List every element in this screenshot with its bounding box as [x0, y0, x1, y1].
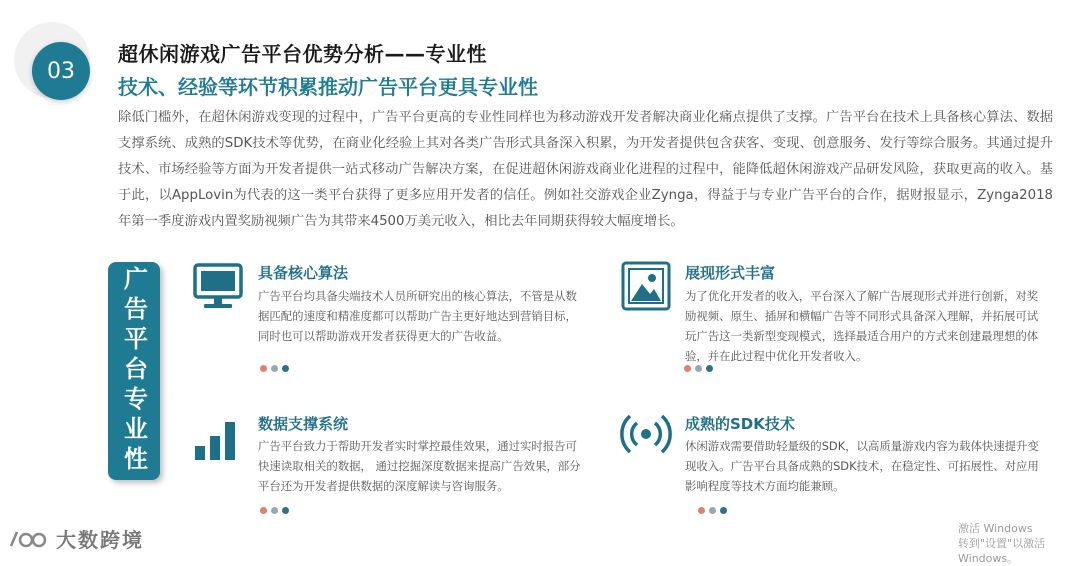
feature-body: 休闲游戏需要借助轻量级的SDK，以高质量游戏内容为载体快速提升变现收入。广告平台具备成熟的SDK技术，在稳定性、可拓展性、对应用影响程度等技术方面均能兼顾。 — [685, 439, 1039, 493]
dots-decoration — [698, 507, 727, 514]
signal-broadcast-icon — [620, 408, 672, 460]
watermark-line1: 激活 Windows — [958, 522, 1033, 535]
dot — [698, 507, 705, 514]
dot — [706, 365, 713, 372]
side-label-bar — [108, 262, 160, 480]
brand-name: 大数跨境 — [56, 528, 144, 552]
section-badge — [14, 22, 94, 102]
bar-chart-icon — [192, 412, 244, 464]
feature-body: 广告平台致力于帮助开发者实时掌控最佳效果，通过实时报告可快速读取相关的数据， 通过挖掘深度数据来提高广告效果，部分平台还为开发者提供数据的深度解读与咨询服务。 — [258, 439, 581, 493]
dot — [271, 507, 278, 514]
feature-body: 为了优化开发者的收入，平台深入了解广告展现形式并进行创新，对奖励视频、原生、插屏和横幅广告等不同形式具备深入理解，并拓展可试玩广告这一类新型变现模式，选择最适合用户的方式来创建最理想的体验，并在此过程中优化开发者收入。 — [685, 289, 1039, 363]
feature-body: 广告平台均具备尖端技术人员所研究出的核心算法，不管是从数据匹配的速度和精准度都可以帮助广告主更好地达到营销目标，同时也可以帮助游戏开发者获得更大的广告收益。 — [258, 289, 577, 343]
dot — [282, 365, 289, 372]
side-label: 广告平台专业性 — [119, 266, 148, 476]
watermark-line2: 转到"设置"以激活 Windows。 — [958, 537, 1046, 565]
dots-decoration — [260, 507, 289, 514]
dot — [282, 507, 289, 514]
dot — [271, 365, 278, 372]
dot — [260, 507, 267, 514]
dots-decoration — [260, 365, 289, 372]
feature-title: 展现形式丰富 — [685, 264, 776, 282]
dot — [709, 507, 716, 514]
brand-mark-icon — [8, 528, 48, 550]
image-frame-icon — [620, 260, 672, 312]
feature-title: 具备核心算法 — [258, 264, 349, 282]
dot — [684, 365, 691, 372]
dots-decoration — [684, 365, 713, 372]
page-title: 超休闲游戏广告平台优势分析——专业性 — [118, 42, 487, 66]
feature-title: 成熟的SDK技术 — [685, 415, 795, 433]
brand-logo — [8, 524, 144, 553]
dot — [720, 507, 727, 514]
activation-watermark — [958, 521, 1080, 566]
dot — [695, 365, 702, 372]
feature-title: 数据支撑系统 — [258, 415, 349, 433]
page-subtitle: 技术、经验等环节积累推动广告平台更具专业性 — [118, 75, 538, 99]
intro-paragraph: 除低门槛外，在超休闲游戏变现的过程中，广告平台更高的专业性同样也为移动游戏开发者解决商业化痛点提供了支撑。广告平台在技术上具备核心算法、数据支撑系统、成熟的SDK技术等优势，在商业化经验上其对各类广告形式具备深入积累，为开发者提供包含获客、变现、创意服务、发行等综合服务。其通过提升技术、市场经验等方面为开发者提供一站式移动广告解决方案，在促进超休闲游戏商业化进程的过程中，能降低超休闲游戏产品研发风险，获取更高的收入。基于此，以AppLovin为代表的这一类平台获得了更多应用开发者的信任。例如社交游戏企业Zynga，得益于与专业广告平台的合作，据财报显示，Zynga2018年第一季度游戏内置奖励视频广告为其带来4500万美元收入，相比去年同期获得较大幅度增长。 — [118, 110, 1053, 229]
monitor-icon — [192, 260, 244, 312]
dot — [260, 365, 267, 372]
section-number: 03 — [32, 42, 90, 100]
